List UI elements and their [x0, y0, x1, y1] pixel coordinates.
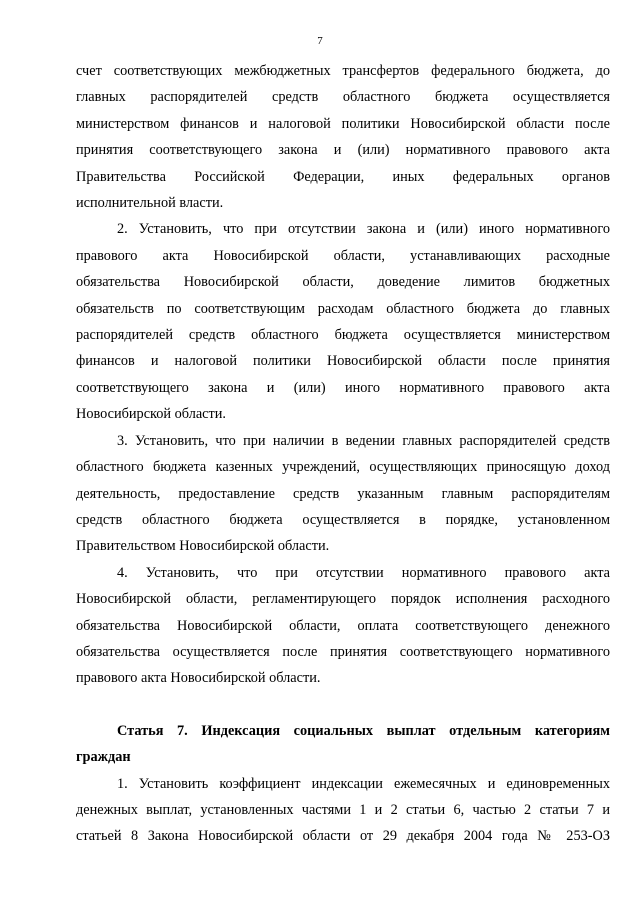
text-line: обязательства Новосибирской области, оплата соответствующего денежного [76, 617, 610, 634]
text-line: министерством финансов и налоговой политики Новосибирской области после [76, 115, 610, 132]
text-line: соответствующего закона и (или) иного нормативного правового акта [76, 379, 610, 396]
text-line: статьей 8 Закона Новосибирской области от 29 декабря 2004 года № 253-ОЗ [76, 828, 610, 845]
text-line: деятельность, предоставление средств указанным главным распорядителям [76, 485, 610, 502]
text-line: обязательства осуществляется после принятия соответствующего нормативного [76, 643, 610, 660]
text-line: финансов и налоговой политики Новосибирской области после принятия [76, 353, 610, 370]
text-line: денежных выплат, установленных частями 1 и 2 статьи 6, частью 2 статьи 7 и [76, 801, 610, 818]
text-line: обязательства Новосибирской области, доведение лимитов бюджетных [76, 274, 610, 291]
text-line: исполнительной власти. [76, 195, 224, 212]
text-line: 4. Установить, что при отсутствии нормативного правового акта [117, 564, 610, 581]
text-line: правового акта Новосибирской области. [76, 670, 321, 687]
text-line: обязательств по соответствующим расходам областного бюджета до главных [76, 300, 610, 317]
text-line: принятия соответствующего закона и (или) нормативного правового акта [76, 142, 610, 159]
document-body [76, 58, 610, 850]
article-heading: граждан [76, 749, 131, 766]
text-line: 1. Установить коэффициент индексации ежемесячных и единовременных [117, 775, 610, 792]
text-line: Новосибирской области. [76, 406, 227, 423]
text-line: распорядителей средств областного бюджета осуществляется министерством [76, 327, 610, 344]
text-line: средств областного бюджета осуществляется в порядке, установленном [76, 511, 610, 528]
text-line: правового акта Новосибирской области, устанавливающих расходные [76, 247, 610, 264]
text-line: главных распорядителей средств областного бюджета осуществляется [76, 89, 610, 106]
article-heading: Статья 7. Индексация социальных выплат отдельным категориям [117, 722, 610, 739]
text-line: Новосибирской области, регламентирующего порядок исполнения расходного [76, 591, 610, 608]
text-line: 3. Установить, что при наличии в ведении главных распорядителей средств [117, 432, 610, 449]
text-line: областного бюджета казенных учреждений, осуществляющих приносящую доход [76, 459, 610, 476]
text-line: счет соответствующих межбюджетных трансфертов федерального бюджета, до [76, 63, 610, 79]
page-number: 7 [317, 35, 323, 47]
text-line: 2. Установить, что при отсутствии закона и (или) иного нормативного [117, 221, 610, 238]
text-line: Правительства Российской Федерации, иных федеральных органов [76, 168, 610, 185]
section-spacer [76, 692, 610, 718]
text-line: Правительством Новосибирской области. [76, 538, 330, 555]
